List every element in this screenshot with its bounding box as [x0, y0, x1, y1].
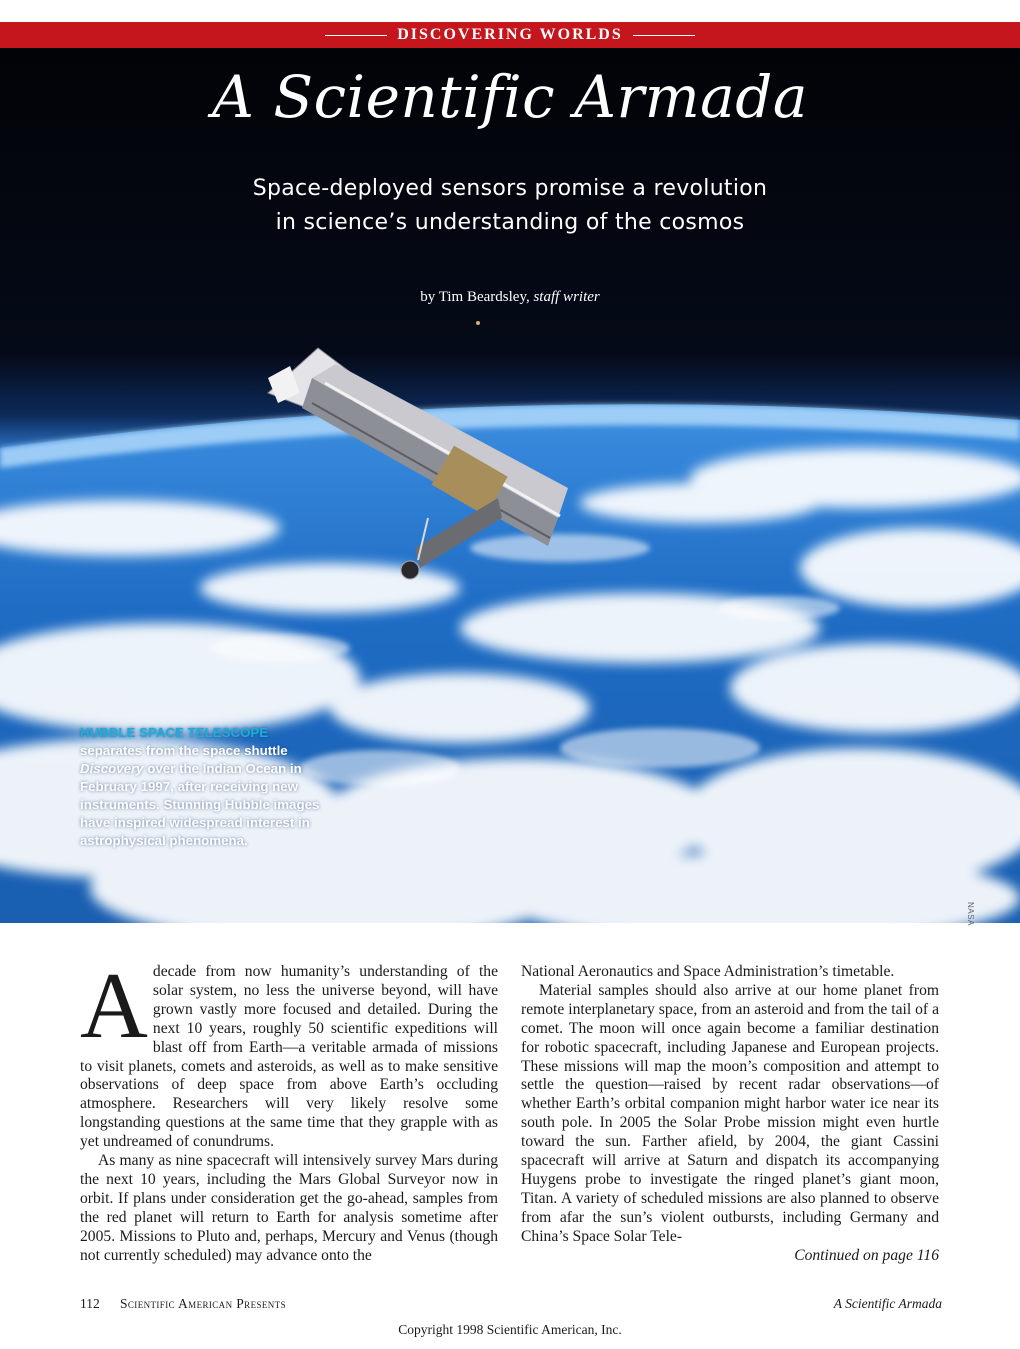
kicker-rule-right: [633, 35, 695, 36]
drop-cap: A: [80, 954, 148, 1058]
subtitle-line-1: Space-deployed sensors promise a revolution: [252, 176, 768, 201]
running-title: A Scientific Armada: [833, 1296, 942, 1311]
photo-caption: [80, 724, 345, 850]
paragraph-text: decade from now humanity’s understanding of the solar system, no less the universe beyond, will have grown vastly more focused and detailed. During the next 10 years, roughly 50 scientific expeditions will blast off from Earth—a veritable armada of missions to visit planets, comets and asteroids, as well as to make sensitive observations of deep space from above Earth’s occluding atmosphere. Researchers will very likely resolve some longstanding questions at the same time that they grapple with as yet undreamed of conundrums.: [80, 963, 498, 1151]
article-paragraph: Material samples should also arrive at our home planet from remote interplanetary space, from an asteroid and from the tail of a comet. The moon will once again become a familiar destination for robotic spacecraft, including Japanese and European projects. These missions will map the moon’s composition and attempt to settle the question—raised by recent radar observations—of whether Earth’s orbital companion might harbor water ice near its south pole. In 2005 the Solar Probe mission might even hurtle toward the sun. Farther afield, by 2004, the giant Cassini spacecraft will arrive at Saturn and dispatch its accompanying Huygens probe to investigate the ringed planet’s giant moon, Titan. A variety of scheduled missions are also planned to observe from afar the sun’s violent outbursts, including Germany and China’s Space Solar Tele-: [521, 981, 939, 1245]
caption-text-2: over the Indian Ocean in February 1997, after receiving new instruments. Stunning Hubble images have inspired widespread interest in astrophysical phenomena.: [80, 761, 320, 848]
byline-role: staff writer: [533, 289, 600, 305]
small-debris: [476, 321, 480, 325]
kicker-rule-left: [325, 35, 387, 36]
byline: [0, 289, 1020, 306]
article-paragraph: National Aeronautics and Space Administration’s timetable.: [521, 963, 895, 980]
caption-text-1: separates from the space shuttle: [80, 743, 288, 758]
caption-ship: Discovery: [80, 761, 144, 776]
photo-credit: NASA: [966, 902, 975, 926]
article-paragraph: As many as nine spacecraft will intensively survey Mars during the next 10 years, including the Mars Global Surveyor now in orbit. If plans under consideration get the go-ahead, samples from the red planet will return to Earth for analysis sometime after 2005. Missions to Pluto and, perhaps, Mercury and Venus (though not currently scheduled) may advance onto the: [80, 1152, 498, 1264]
article-column-left: [80, 954, 498, 1266]
page-number: 112: [80, 1296, 100, 1311]
caption-head: HUBBLE SPACE TELESCOPE: [80, 725, 269, 740]
byline-author: by Tim Beardsley,: [420, 289, 530, 305]
article-column-right: [521, 963, 939, 1266]
subtitle-line-2: in science’s understanding of the cosmos: [275, 210, 745, 235]
article-subtitle: [0, 172, 1020, 240]
article-title: A Scientific Armada: [212, 63, 808, 131]
section-label: DISCOVERING WORLDS: [397, 26, 623, 43]
copyright-notice: Copyright 1998 Scientific American, Inc.: [398, 1322, 622, 1337]
continued-notice: Continued on page 116: [794, 1246, 939, 1264]
magazine-name: Scientific American Presents: [120, 1296, 286, 1311]
article-paragraph: [80, 954, 498, 1152]
section-kicker: [0, 22, 1020, 48]
